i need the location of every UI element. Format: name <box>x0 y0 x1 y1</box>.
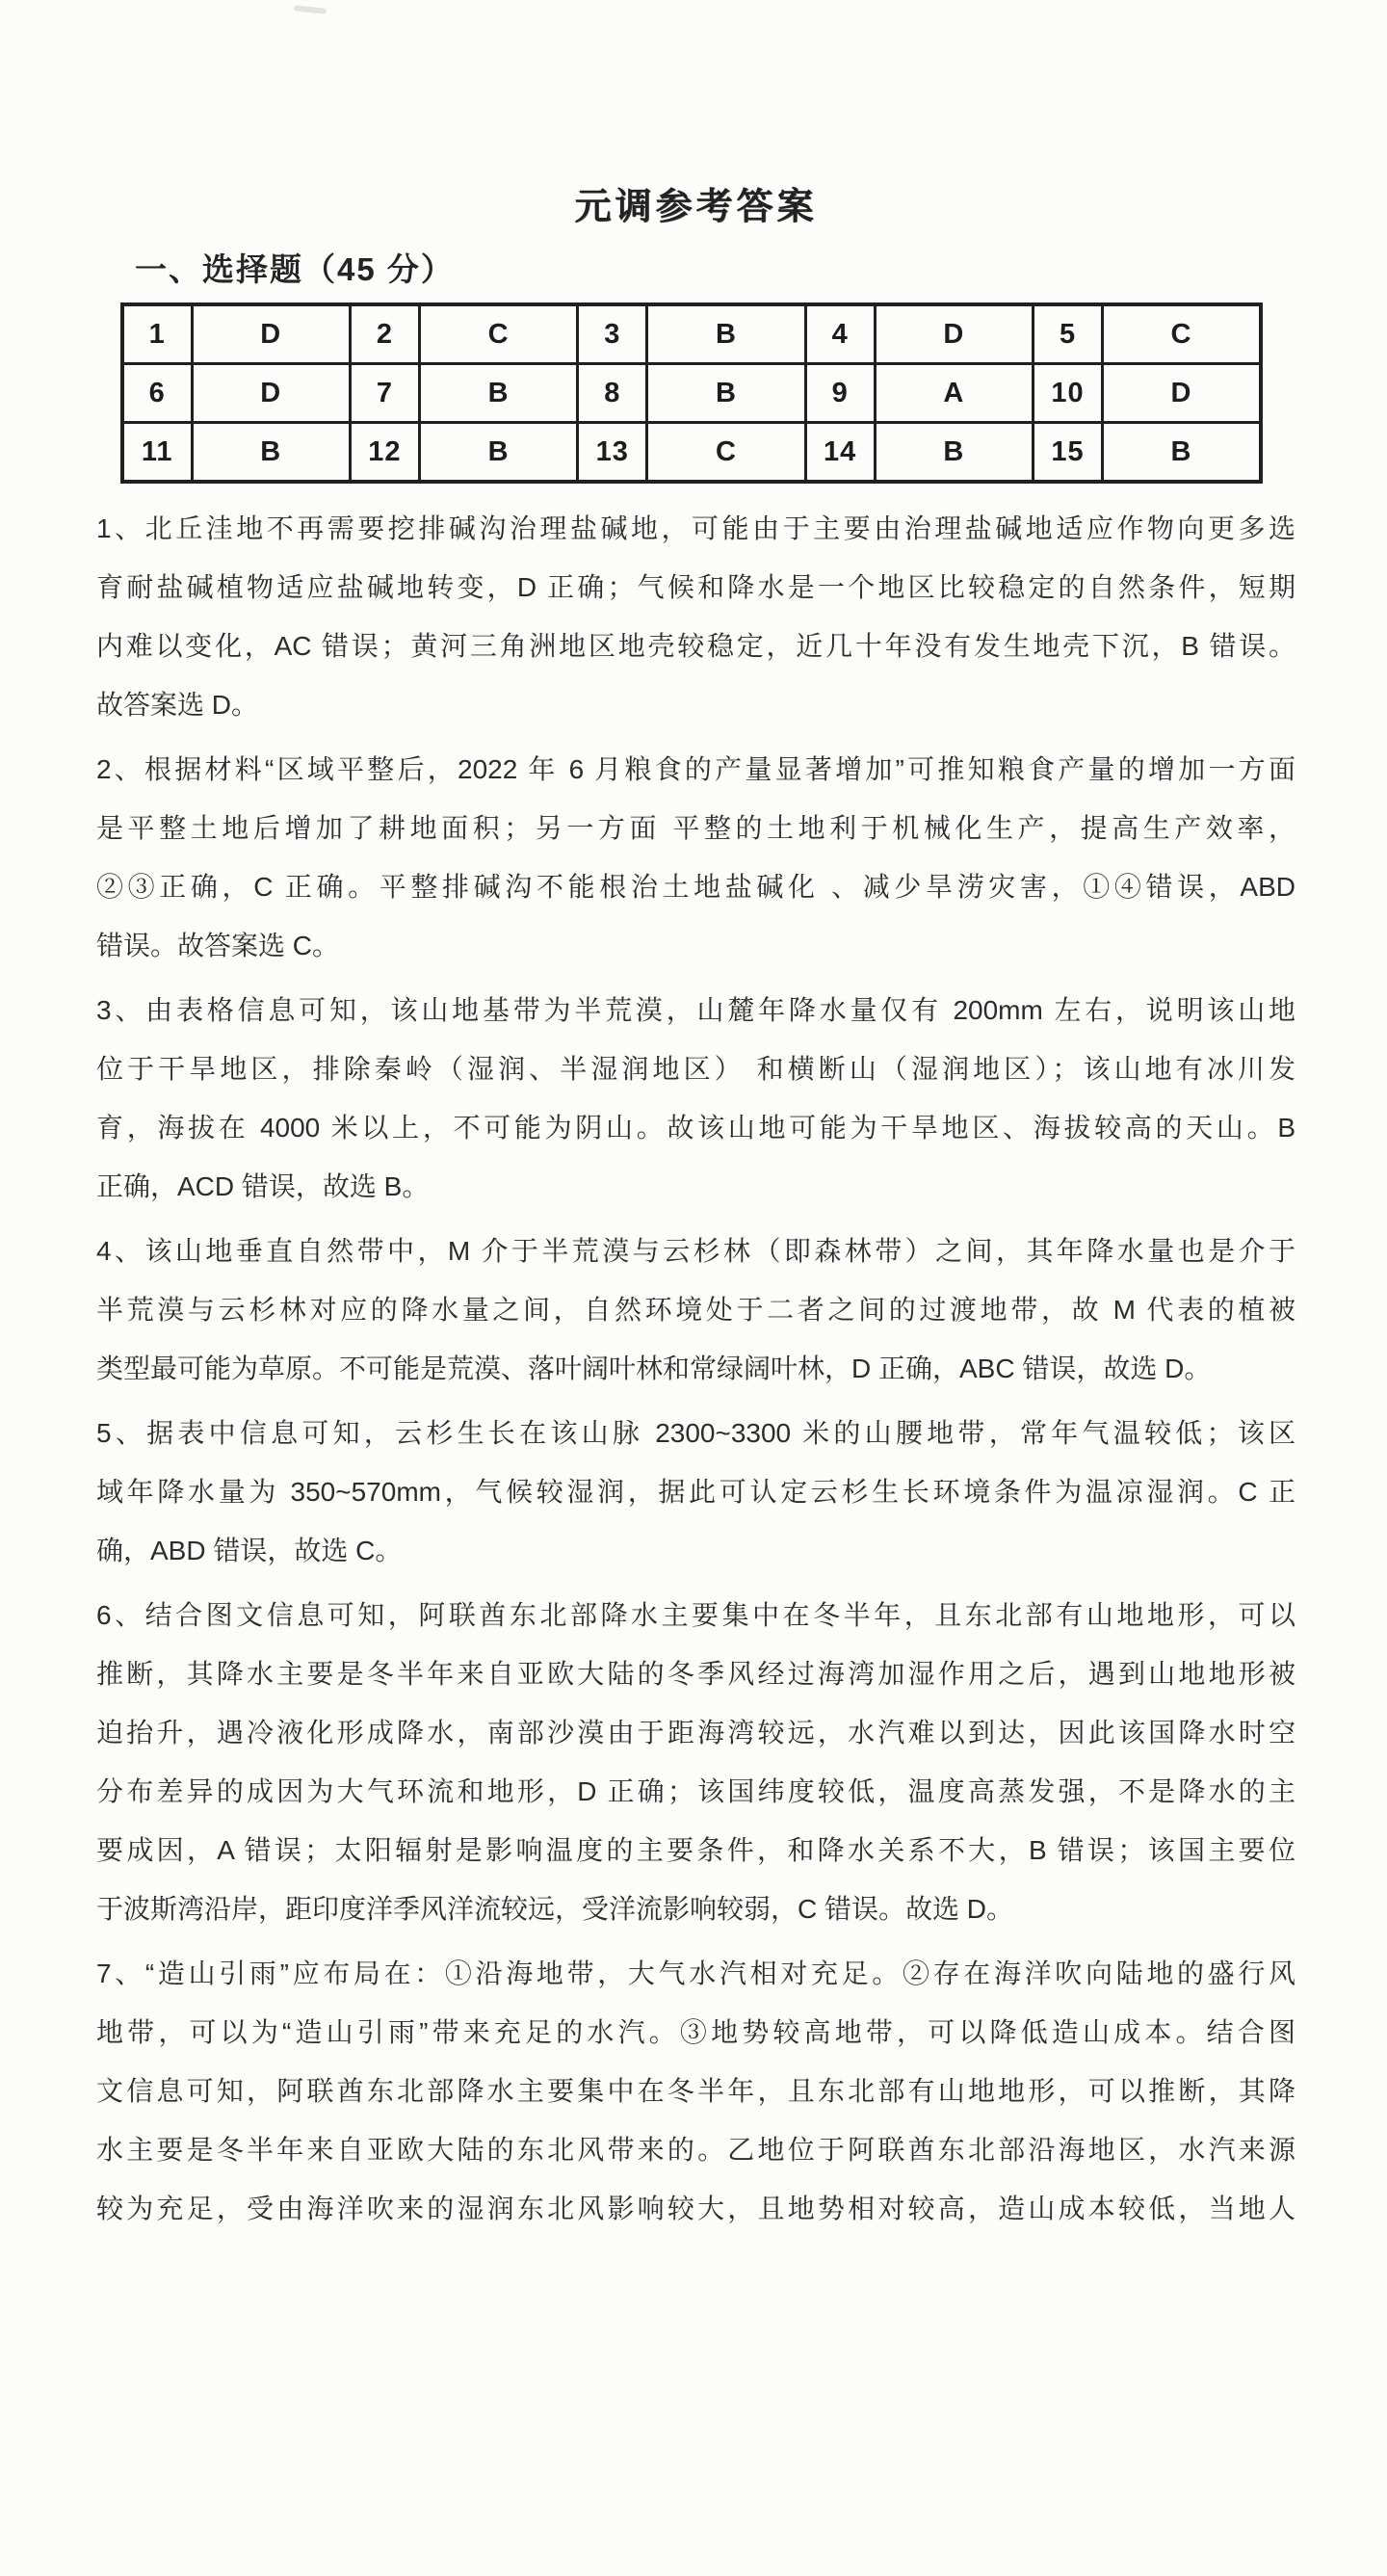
section-heading: 一、选择题（45 分） <box>135 251 455 287</box>
question-number-cell: 6 <box>122 364 192 423</box>
explanation-line: 于波斯湾沿岸，距印度洋季风洋流较远，受洋流影响较弱，C 错误。故选 D。 <box>96 1894 1014 1924</box>
question-number-cell: 5 <box>1034 304 1103 364</box>
question-number-cell: 7 <box>350 364 419 423</box>
answer-letter-cell: C <box>419 304 577 364</box>
explanation-line: 内难以变化，AC 错误；黄河三角洲地区地壳较稳定，近几十年没有发生地壳下沉，B 错误。 <box>96 631 1295 661</box>
explanation-paragraph-6 <box>96 1586 1295 1938</box>
explanation-paragraph-5 <box>96 1404 1295 1580</box>
explanation-line: 推断，其降水主要是冬半年来自亚欧大陆的冬季风经过海湾加湿作用之后，遇到山地地形被 <box>96 1659 1295 1689</box>
answer-letter-cell: B <box>875 423 1033 483</box>
explanation-line: 7、“造山引雨”应布局在：①沿海地带，大气水汽相对充足。②存在海洋吹向陆地的盛行风 <box>96 1958 1295 1988</box>
explanation-line: 3、由表格信息可知，该山地基带为半荒漠，山麓年降水量仅有 200mm 左右，说明该山地 <box>96 995 1295 1025</box>
question-number-cell: 1 <box>122 304 192 364</box>
explanation-line: 6、结合图文信息可知，阿联酋东北部降水主要集中在冬半年，且东北部有山地地形，可以 <box>96 1600 1295 1630</box>
explanation-line: 是平整土地后增加了耕地面积；另一方面 平整的土地利于机械化生产，提高生产效率， <box>96 813 1295 843</box>
answer-letter-cell: B <box>647 364 805 423</box>
explanation-line: 正确，ACD 错误，故选 B。 <box>96 1171 430 1201</box>
explanation-line: 5、据表中信息可知，云杉生长在该山脉 2300~3300 米的山腰地带，常年气温较低；该区 <box>96 1418 1295 1448</box>
question-number-cell: 10 <box>1034 364 1103 423</box>
answer-letter-cell: C <box>1103 304 1261 364</box>
answer-letter-cell: B <box>419 364 577 423</box>
explanations-section <box>96 499 1295 2238</box>
explanation-paragraph-2 <box>96 740 1295 975</box>
question-number-cell: 2 <box>350 304 419 364</box>
explanation-line: 2、根据材料“区域平整后，2022 年 6 月粮食的产量显著增加”可推知粮食产量的增加一方面 <box>96 754 1295 784</box>
question-number-cell: 13 <box>578 423 647 483</box>
explanation-line: 育耐盐碱植物适应盐碱地转变，D 正确；气候和降水是一个地区比较稳定的自然条件，短期 <box>96 572 1295 602</box>
explanation-paragraph-4 <box>96 1222 1295 1398</box>
explanation-line: 4、该山地垂直自然带中，M 介于半荒漠与云杉林（即森林带）之间，其年降水量也是介于 <box>96 1236 1295 1266</box>
scan-artifact <box>294 5 327 14</box>
question-number-cell: 15 <box>1034 423 1103 483</box>
explanation-line: 1、北丘洼地不再需要挖排碱沟治理盐碱地，可能由于主要由治理盐碱地适应作物向更多选 <box>96 513 1295 543</box>
explanation-line: 位于干旱地区，排除秦岭（湿润、半湿润地区） 和横断山（湿润地区）；该山地有冰川发 <box>96 1054 1295 1084</box>
answer-letter-cell: B <box>1103 423 1261 483</box>
explanation-line: 故答案选 D。 <box>96 690 259 720</box>
answer-table <box>120 302 1263 484</box>
page-title: 元调参考答案 <box>574 187 818 227</box>
answer-letter-cell: D <box>875 304 1033 364</box>
explanation-paragraph-1 <box>96 499 1295 734</box>
question-number-cell: 14 <box>805 423 875 483</box>
answer-table-row <box>122 304 1261 364</box>
explanation-line: 错误。故答案选 C。 <box>96 931 340 960</box>
explanation-line: 文信息可知，阿联酋东北部降水主要集中在冬半年，且东北部有山地地形，可以推断，其降 <box>96 2076 1295 2106</box>
explanation-line: 半荒漠与云杉林对应的降水量之间，自然环境处于二者之间的过渡地带，故 M 代表的植被 <box>96 1295 1295 1325</box>
explanation-line: 类型最可能为草原。不可能是荒漠、落叶阔叶林和常绿阔叶林，D 正确，ABC 错误，故选 D。 <box>96 1354 1212 1383</box>
answer-letter-cell: B <box>647 304 805 364</box>
question-number-cell: 3 <box>578 304 647 364</box>
explanation-paragraph-3 <box>96 981 1295 1216</box>
answer-letter-cell: A <box>875 364 1033 423</box>
explanation-line: 地带，可以为“造山引雨”带来充足的水汽。③地势较高地带，可以降低造山成本。结合图 <box>96 2017 1295 2047</box>
answer-letter-cell: D <box>192 304 350 364</box>
explanation-line: 分布差异的成因为大气环流和地形，D 正确；该国纬度较低，温度高蒸发强，不是降水的主 <box>96 1776 1295 1806</box>
explanation-line: 水主要是冬半年来自亚欧大陆的东北风带来的。乙地位于阿联酋东北部沿海地区，水汽来源 <box>96 2135 1295 2165</box>
answer-letter-cell: C <box>647 423 805 483</box>
question-number-cell: 12 <box>350 423 419 483</box>
explanation-line: ②③正确，C 正确。平整排碱沟不能根治土地盐碱化 、减少旱涝灾害，①④错误，ABD <box>96 872 1295 902</box>
explanation-line: 育，海拔在 4000 米以上，不可能为阴山。故该山地可能为干旱地区、海拔较高的天山。B <box>96 1113 1295 1143</box>
question-number-cell: 9 <box>805 364 875 423</box>
answer-letter-cell: D <box>192 364 350 423</box>
answer-letter-cell: B <box>419 423 577 483</box>
answer-table-row <box>122 364 1261 423</box>
explanation-line: 迫抬升，遇冷液化形成降水，南部沙漠由于距海湾较远，水汽难以到达，因此该国降水时空 <box>96 1718 1295 1748</box>
question-number-cell: 8 <box>578 364 647 423</box>
explanation-line: 要成因，A 错误；太阳辐射是影响温度的主要条件，和降水关系不大，B 错误；该国主要位 <box>96 1835 1295 1865</box>
answer-letter-cell: B <box>192 423 350 483</box>
explanation-line: 确，ABD 错误，故选 C。 <box>96 1536 403 1565</box>
explanation-paragraph-7 <box>96 1944 1295 2238</box>
answer-letter-cell: D <box>1103 364 1261 423</box>
question-number-cell: 4 <box>805 304 875 364</box>
explanation-line: 较为充足，受由海洋吹来的湿润东北风影响较大，且地势相对较高，造山成本较低，当地人 <box>96 2194 1295 2223</box>
explanation-line: 域年降水量为 350~570mm，气候较湿润，据此可认定云杉生长环境条件为温凉湿润。C 正 <box>96 1477 1295 1507</box>
answer-table-row <box>122 423 1261 483</box>
question-number-cell: 11 <box>122 423 192 483</box>
